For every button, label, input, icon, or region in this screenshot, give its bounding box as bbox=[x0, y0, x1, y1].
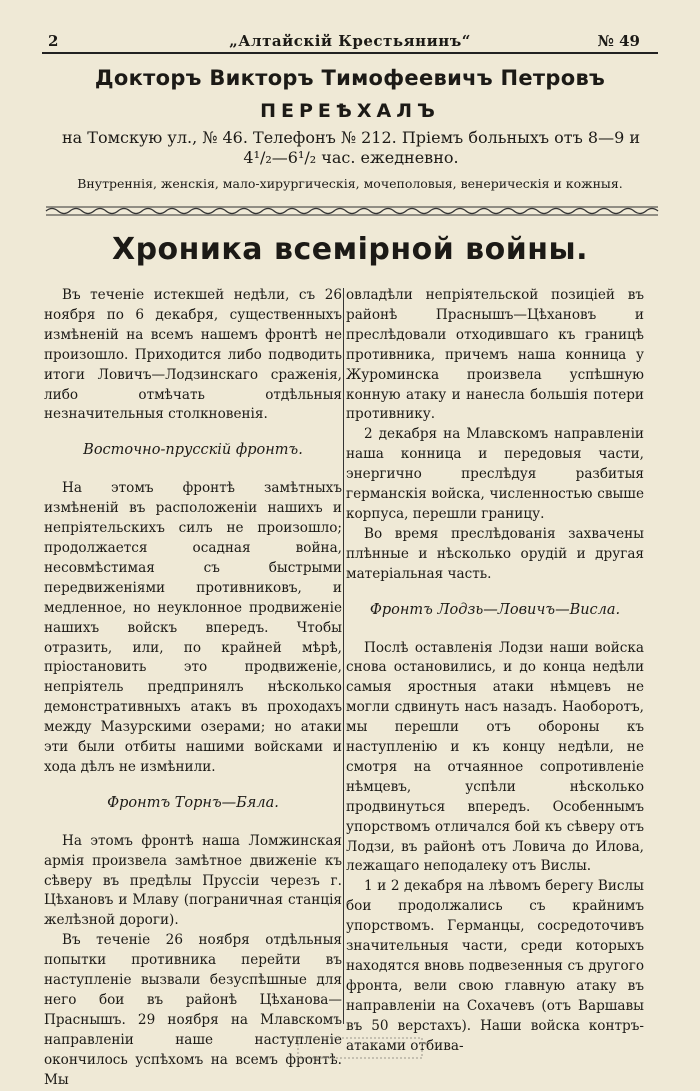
ad-moved-notice: ПЕРЕѢХАЛЪ bbox=[260, 100, 440, 122]
issue-number: № 49 bbox=[597, 32, 640, 50]
ornamental-divider bbox=[46, 206, 658, 216]
newspaper-title: „Алтайскій Крестьянинъ“ bbox=[229, 32, 471, 50]
header-rule bbox=[42, 52, 658, 54]
article-paragraph: Во время преслѣдованія захвачены плѣнные и нѣсколько орудій и другая матеріальная часть. bbox=[346, 525, 644, 582]
ad-address bbox=[48, 128, 654, 168]
article-column-left bbox=[44, 286, 342, 1088]
article-paragraph: Въ теченіе 26 ноября отдѣльныя попытки противника перейти въ наступленіе вызвали безуспѣшные для него бои въ районѣ Цѣханова—Праснышъ. 29 ноября на Млавскомъ направленіи наше наступленіе окончилось успѣхомъ на всемъ фронтѣ. Мы bbox=[44, 932, 342, 1088]
article-paragraph: 1 и 2 декабря на лѣвомъ берегу Вислы бои продолжались съ крайнимъ упорствомъ. Германцы, сосредоточивъ значительныя части, среди которыхъ находятся вновь подвезенныя съ другого фронта, вели свою главную атаку въ направленіи на Сохачевъ (отъ Варшавы въ 50 верстахъ). Наши войска контръ-атаками отбива- bbox=[346, 878, 644, 1054]
running-header bbox=[42, 30, 658, 52]
article-paragraph: Въ теченіе истекшей недѣли, съ 26 ноября по 6 декабря, существенныхъ измѣненій на всемъ нашемъ фронтѣ не произошло. Приходится либо подводить итоги Ловичъ—Лодзинскаго сраженія, либо отмѣчать отдѣльныя незначительныя столкновенія. bbox=[44, 287, 342, 423]
section-subheading: Фронтъ Торнъ—Бяла. bbox=[107, 794, 279, 811]
article-column-right bbox=[346, 286, 644, 1054]
article-paragraph: овладѣли непріятельской позиціей въ районѣ Праснышъ—Цѣхановъ и преслѣдовали отходившаго къ границѣ противника, причемъ наша конница у Журоминска произвела успѣшную конную атаку и нанесла большія потери противнику. bbox=[346, 287, 644, 423]
article-title: Хроника всемірной войны. bbox=[111, 232, 589, 267]
section-subheading: Восточно-прусскій фронтъ. bbox=[83, 442, 303, 459]
ad-address-line2: 4¹/₂—6¹/₂ час. ежедневно. bbox=[243, 148, 459, 167]
section-subheading: Фронтъ Лодзь—Ловичъ—Висла. bbox=[369, 601, 621, 618]
article-paragraph: Послѣ оставленія Лодзи наши войска снова остановились, и до конца недѣли самыя яростныя атаки нѣмцевъ не могли сдвинуть насъ назадъ. Наоборотъ, мы перешли отъ обороны къ наступленію и къ концу недѣли, не смотря на отчаянное сопротивленіе нѣмцевъ, успѣли нѣсколько продвинуться впередъ. Особеннымъ упорствомъ отличался бой къ сѣверу отъ Лодзи, въ районѣ отъ Ловича до Илова, лежащаго неподалеку отъ Вислы. bbox=[346, 639, 644, 875]
article-paragraph: 2 декабря на Млавскомъ направленіи наша конница и передовыя части, энергично преслѣдуя разбитыя германскія войска, численностью свыше корпуса, перешли границу. bbox=[346, 426, 644, 522]
article-paragraph: На этомъ фронтѣ наша Ломжинская армія произвела замѣтное движеніе къ сѣверу въ предѣлы Пруссіи черезъ г. Цѣхановъ и Млаву (пограничная станція желѣзной дороги). bbox=[44, 832, 342, 929]
ad-doctor-name: Докторъ Викторъ Тимофеевичъ Петровъ bbox=[94, 66, 606, 90]
printer-imprint-mark bbox=[290, 1036, 430, 1060]
column-divider bbox=[343, 288, 344, 1024]
page-number: 2 bbox=[48, 32, 59, 50]
ad-specialties: Внутреннія, женскія, мало-хирургическія, мочеполовыя, венерическія и кожныя. bbox=[77, 176, 623, 191]
ad-address-line1: на Томскую ул., № 46. Телефонъ № 212. Пріемъ больныхъ отъ 8—9 и bbox=[62, 128, 640, 147]
article-paragraph: На этомъ фронтѣ замѣтныхъ измѣненій въ расположеніи нашихъ и непріятельскихъ силъ не произошло; продолжается осадная война, несовмѣстимая съ быстрыми передвиженіями противниковъ, и медленное, но неуклонное продвиженіе нашихъ войскъ впередъ. Чтобы отразить, или, по крайней мѣрѣ, пріостановить это продвиженіе, непріятель предпринялъ нѣсколько демонстративныхъ атакъ въ проходахъ между Мазурскими озерами; но атаки эти были отбиты нашими войсками и хода дѣлъ не измѣнили. bbox=[44, 480, 342, 775]
